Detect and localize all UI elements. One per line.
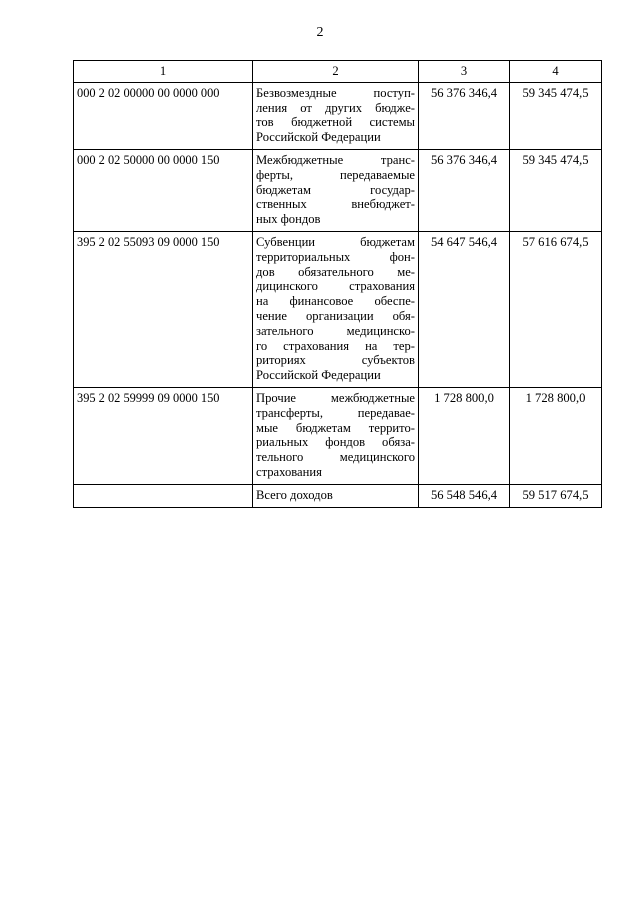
column-header-name: 2: [253, 61, 419, 83]
column-header-code: 1: [74, 61, 253, 83]
name-line: ферты, передаваемые: [256, 167, 415, 182]
name-line: Прочие межбюджетные: [256, 390, 415, 405]
total-row: [74, 484, 602, 507]
budget-code-cell: 000 2 02 50000 00 0000 150: [74, 149, 253, 231]
name-line: Российской Федерации: [256, 130, 381, 145]
revenue-table: [73, 60, 602, 508]
name-line: бюджетам государ-: [256, 182, 415, 197]
revenue-name-text: [256, 488, 415, 503]
page-number: 2: [316, 25, 324, 40]
revenue-name-cell: [253, 82, 419, 149]
name-line: дов обязательного ме-: [256, 264, 415, 279]
table-header: [74, 61, 602, 83]
table-row: [74, 231, 602, 387]
revenue-name-text: [256, 235, 415, 383]
table-row: [74, 82, 602, 149]
name-line: страхования: [256, 464, 322, 479]
name-line: ственных внебюджет-: [256, 197, 415, 212]
total-label-cell: [253, 484, 419, 507]
name-line: тельного медицинского: [256, 450, 415, 465]
value-year2-cell: 59 345 474,5: [510, 82, 602, 149]
name-line: на финансовое обеспе-: [256, 294, 415, 309]
name-line: тов бюджетной системы: [256, 115, 415, 130]
name-line: Межбюджетные транс-: [256, 152, 415, 167]
name-line: дицинского страхования: [256, 279, 415, 294]
name-line: трансферты, передавае-: [256, 405, 415, 420]
name-line: территориальных фон-: [256, 249, 415, 264]
value-year2-cell: 57 616 674,5: [510, 231, 602, 387]
name-line: ления от других бюдже-: [256, 100, 415, 115]
value-year1-cell: 54 647 546,4: [419, 231, 510, 387]
name-line: Всего доходов: [256, 487, 333, 502]
name-line: чение организации обя-: [256, 308, 415, 323]
value-year1-cell: 1 728 800,0: [419, 387, 510, 484]
total-year2-cell: 59 517 674,5: [510, 484, 602, 507]
name-line: ных фондов: [256, 212, 321, 227]
column-header-year1: 3: [419, 61, 510, 83]
name-line: зательного медицинско-: [256, 323, 415, 338]
header-row: [74, 61, 602, 83]
table-row: [74, 149, 602, 231]
budget-code-cell: 000 2 02 00000 00 0000 000: [74, 82, 253, 149]
name-line: го страхования на тер-: [256, 338, 415, 353]
name-line: Российской Федерации: [256, 368, 381, 383]
column-header-year2: 4: [510, 61, 602, 83]
name-line: Безвозмездные поступ-: [256, 85, 415, 100]
value-year2-cell: 1 728 800,0: [510, 387, 602, 484]
revenue-name-cell: [253, 149, 419, 231]
value-year1-cell: 56 376 346,4: [419, 149, 510, 231]
revenue-name-text: [256, 153, 415, 227]
total-year1-cell: 56 548 546,4: [419, 484, 510, 507]
budget-code-cell: 395 2 02 59999 09 0000 150: [74, 387, 253, 484]
value-year1-cell: 56 376 346,4: [419, 82, 510, 149]
name-line: мые бюджетам террито-: [256, 420, 415, 435]
revenue-name-cell: [253, 387, 419, 484]
revenue-name-text: [256, 86, 415, 145]
budget-code-cell: [74, 484, 253, 507]
name-line: риальных фондов обяза-: [256, 435, 415, 450]
name-line: риториях субъектов: [256, 353, 415, 368]
budget-code-cell: 395 2 02 55093 09 0000 150: [74, 231, 253, 387]
value-year2-cell: 59 345 474,5: [510, 149, 602, 231]
table-row: [74, 387, 602, 484]
table-body: [74, 82, 602, 507]
name-line: Субвенции бюджетам: [256, 234, 415, 249]
revenue-name-cell: [253, 231, 419, 387]
revenue-name-text: [256, 391, 415, 480]
